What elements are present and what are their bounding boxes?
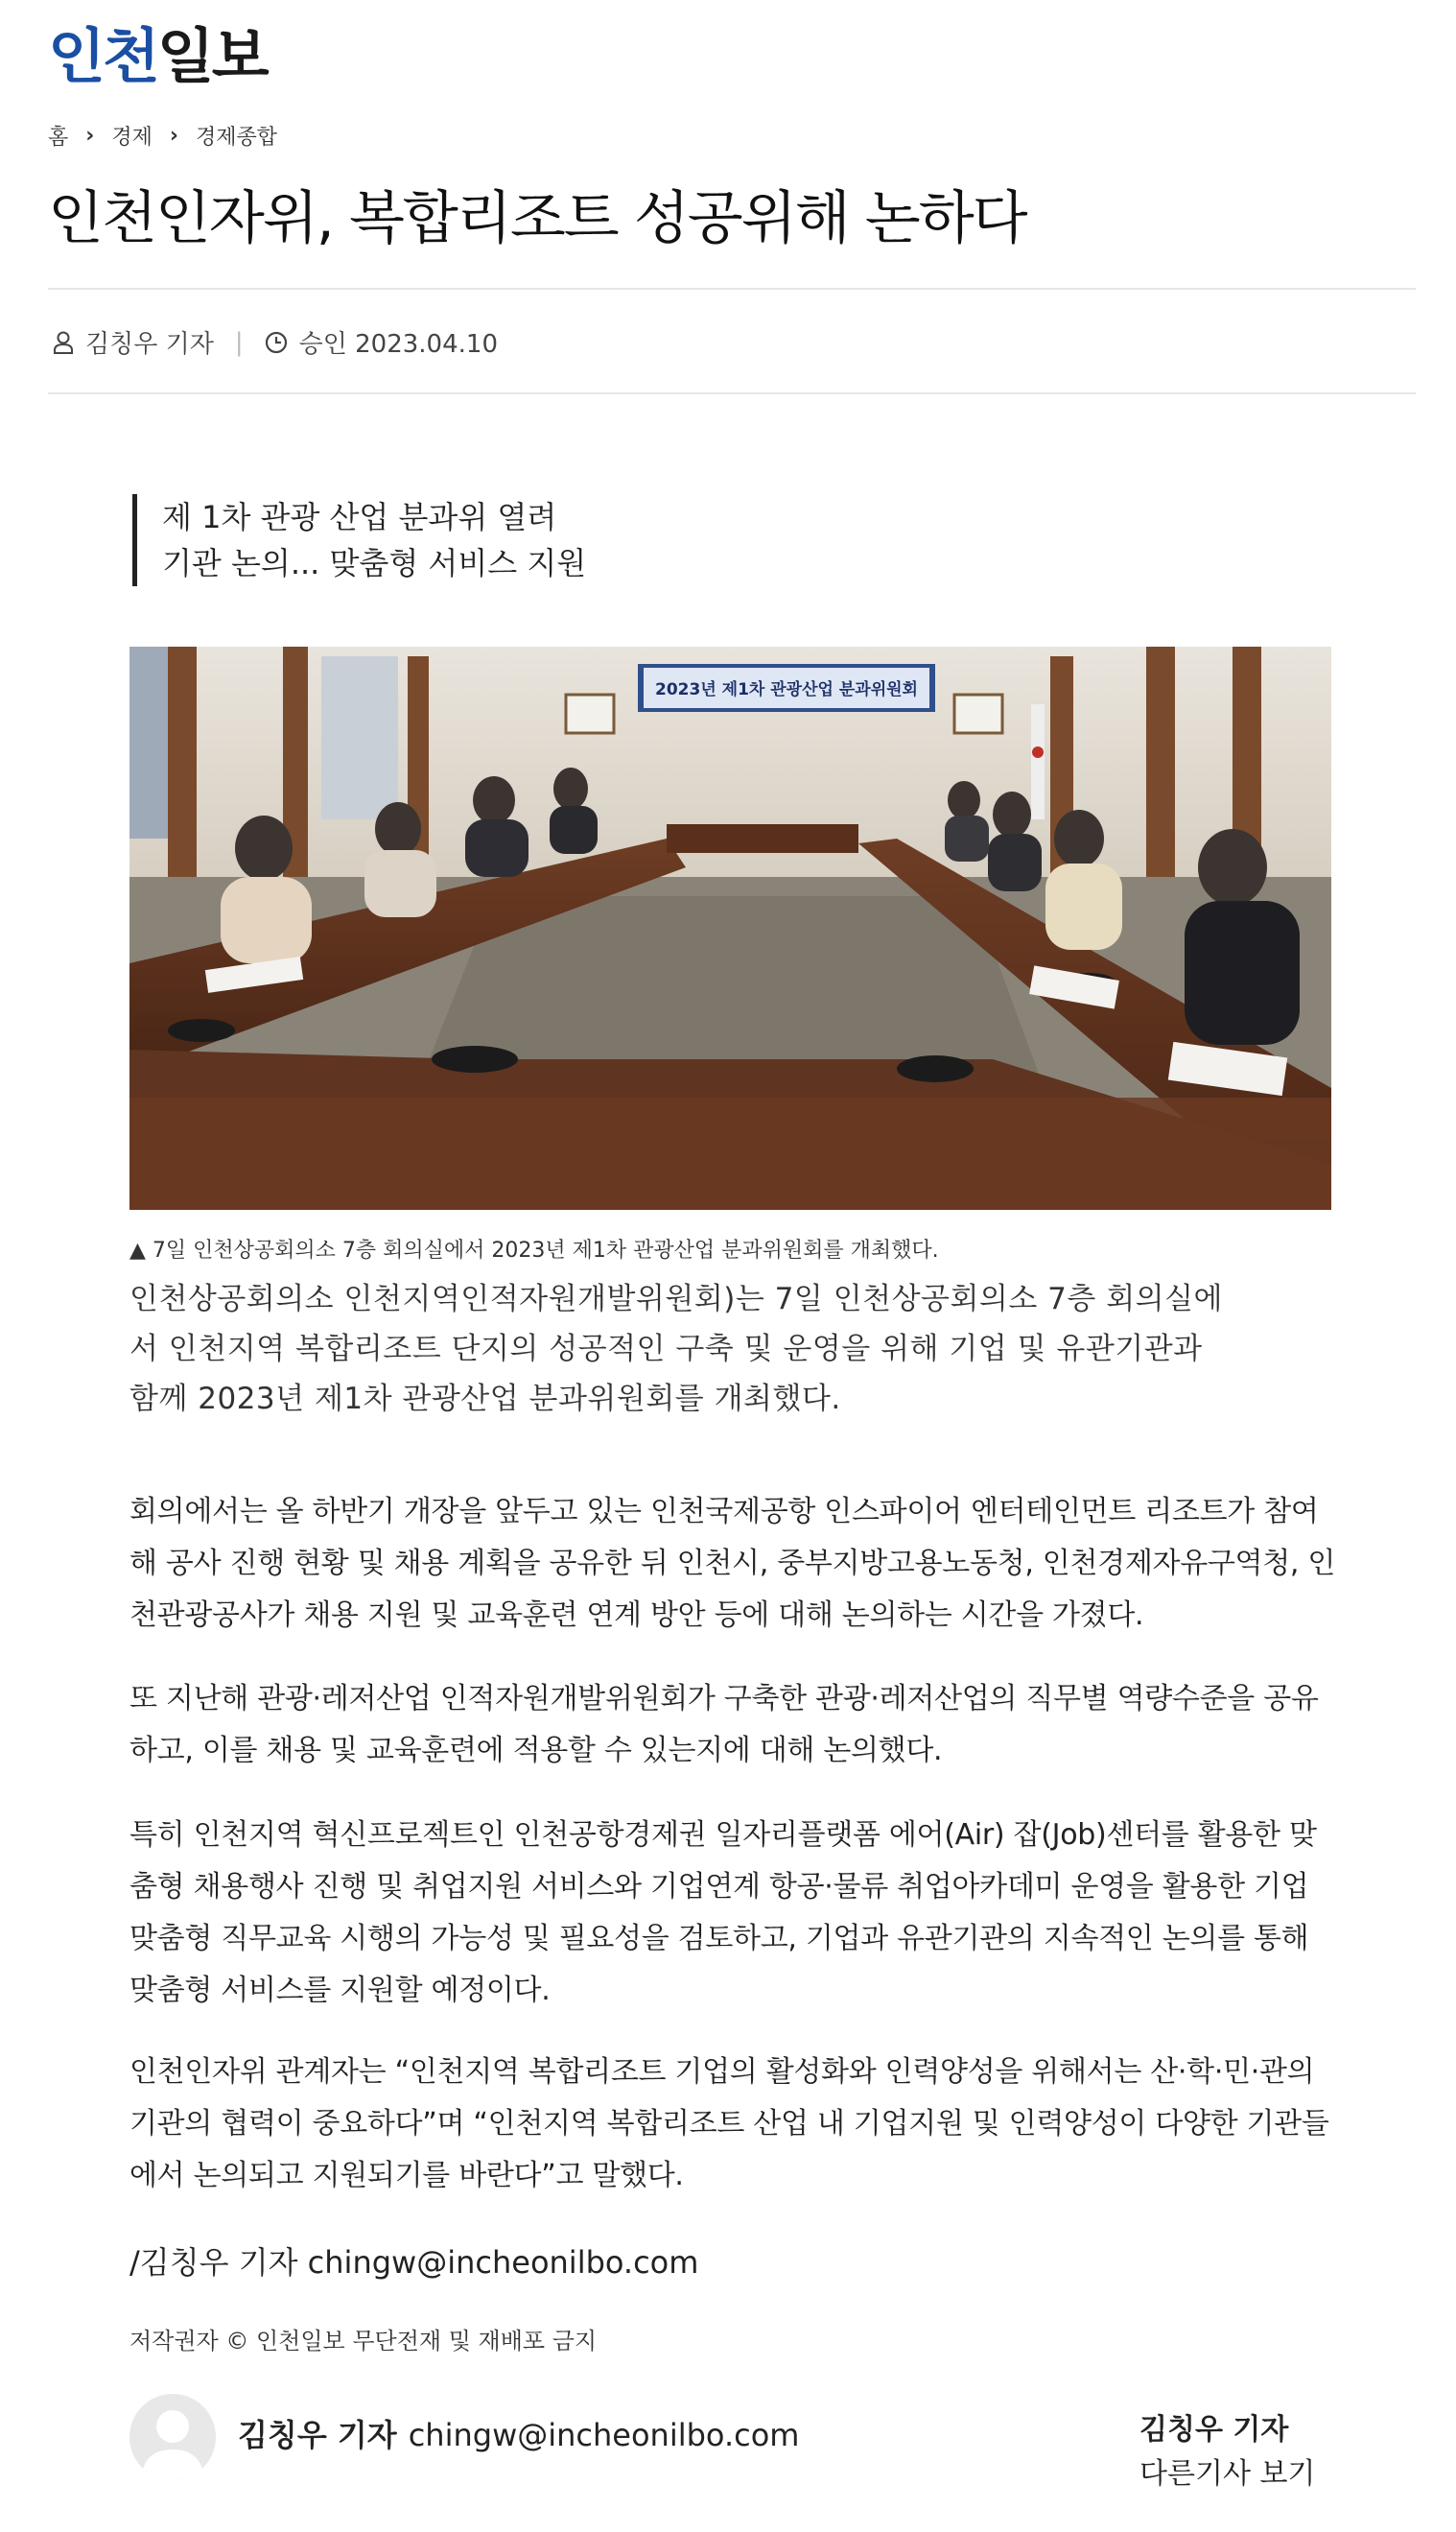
subtitle-line: 제 1차 관광 산업 분과위 열려 [162,499,557,535]
paragraph-line: 인천인자위 관계자는 “인천지역 복합리조트 기업의 활성화와 인력양성을 위해서는 산·학·민·관의 [129,2055,1315,2089]
article-subtitle [132,494,586,586]
article-signoff: /김칭우 기자 chingw@incheonilbo.com [129,2244,699,2281]
lead-line: 함께 2023년 제1차 관광산업 분과위원회를 개최했다. [129,1382,841,1416]
divider [48,288,1416,290]
logo-part2: 일보 [156,21,267,91]
byline [53,324,498,360]
body-paragraph-4 [129,2047,1331,2202]
paragraph-line: 천관광공사가 채용 지원 및 교육훈련 연계 방안 등에 대해 논의하는 시간을 가졌다. [129,1598,1144,1632]
paragraph-line: 맞춤형 서비스를 지원할 예정이다. [129,1974,551,2007]
reporter-email[interactable]: chingw@incheonilbo.com [408,2417,800,2453]
more-articles-link[interactable]: 다른기사 보기 [1139,2457,1316,2491]
breadcrumb-subsection[interactable]: 경제종합 [195,126,277,150]
paragraph-line: 또 지난해 관광·레저산업 인적자원개발위원회가 구축한 관광·레저산업의 직무별 역량수준을 공유 [129,1682,1319,1716]
paragraph-line: 에서 논의되고 지원되기를 바란다”고 말했다. [129,2159,684,2192]
paragraph-line: 해 공사 진행 현황 및 채용 계획을 공유한 뒤 인천시, 중부지방고용노동청, 인천경제자유구역청, 인 [129,1547,1336,1580]
photo-banner-text: 2023년 제1차 관광산업 분과위원회 [655,680,918,699]
body-paragraph-1 [129,1486,1336,1642]
paragraph-line: 회의에서는 올 하반기 개장을 앞두고 있는 인천국제공항 인스파이어 엔터테인먼트 리조트가 참여 [129,1495,1319,1528]
paragraph-line: 하고, 이를 채용 및 교육훈련에 적용할 수 있는지에 대해 논의했다. [129,1734,943,1767]
meeting-room-illustration [129,647,1331,1210]
copyright-notice: 저작권자 © 인천일보 무단전재 및 재배포 금지 [129,2328,598,2355]
avatar-placeholder-icon [129,2394,216,2480]
page-title: 인천인자위, 복합리조트 성공위해 논하다 [48,185,1026,252]
breadcrumb [48,121,277,151]
paragraph-line: 기관의 협력이 중요하다”며 “인천지역 복합리조트 산업 내 기업지원 및 인력양성이 다양한 기관들 [129,2107,1329,2141]
breadcrumb-home[interactable]: 홈 [48,126,69,150]
article-photo [129,647,1331,1210]
divider [48,392,1416,394]
separator: | [234,327,244,357]
lead-line: 서 인천지역 복합리조트 단지의 성공적인 구축 및 운영을 위해 기업 및 유관기관과 [129,1332,1203,1366]
reporter-info [238,2411,799,2455]
author-name[interactable]: 김칭우 기자 [85,330,214,359]
photo-caption: ▲ 7일 인천상공회의소 7층 회의실에서 2023년 제1차 관광산업 분과위원회를 개최했다. [129,1239,939,1263]
clock-icon [265,331,288,354]
reporter-avatar[interactable] [129,2394,216,2480]
site-logo[interactable] [48,21,267,91]
breadcrumb-section[interactable]: 경제 [111,126,153,150]
logo-part1: 인천 [48,21,157,91]
chevron-right-icon: › [85,124,95,148]
subtitle-line: 기관 논의... 맞춤형 서비스 지원 [162,545,587,581]
chevron-right-icon: › [169,124,178,148]
approved-date: 승인 2023.04.10 [298,330,498,359]
body-paragraph-3 [129,1810,1331,2017]
side-reporter-name[interactable]: 김칭우 기자 [1139,2413,1289,2447]
user-icon [53,331,74,354]
paragraph-line: 춤형 채용행사 진행 및 취업지원 서비스와 기업연계 항공·물류 취업아카데미 운영을 활용한 기업 [129,1870,1309,1904]
lead-line: 인천상공회의소 인천지역인적자원개발위원회)는 7일 인천상공회의소 7층 회의실에 [129,1282,1223,1316]
lead-paragraph [129,1274,1331,1424]
body-paragraph-2 [129,1673,1331,1777]
paragraph-line: 맞춤형 직무교육 시행의 가능성 및 필요성을 검토하고, 기업과 유관기관의 지속적인 논의를 통해 [129,1922,1309,1955]
paragraph-line: 특히 인천지역 혁신프로젝트인 인천공항경제권 일자리플랫폼 에어(Air) 잡(Job)센터를 활용한 맞 [129,1818,1317,1852]
reporter-name[interactable]: 김칭우 기자 [238,2417,397,2453]
